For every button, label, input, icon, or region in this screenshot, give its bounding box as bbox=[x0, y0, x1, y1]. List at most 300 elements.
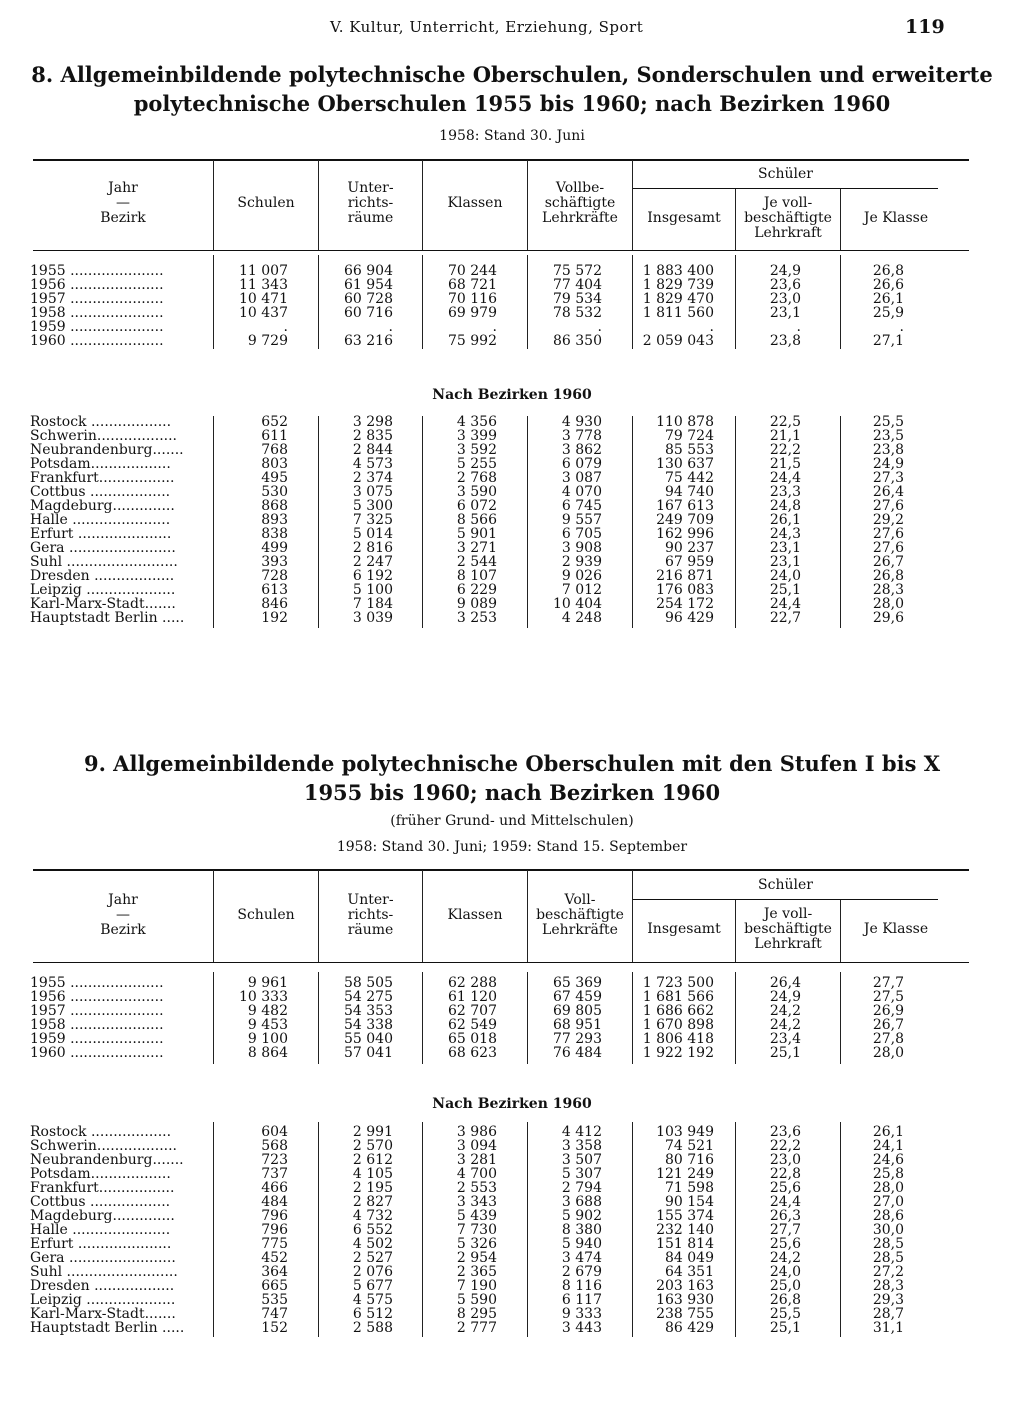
cell-schueler-je-lehrkraft: 24,9 bbox=[769, 989, 801, 1005]
cell-schueler-je-klasse: 29,2 bbox=[872, 512, 904, 528]
cell-klassen: 2 553 bbox=[456, 1180, 497, 1196]
cell-schulen: 9 100 bbox=[247, 1031, 288, 1047]
cell-schulen: 747 bbox=[261, 1306, 288, 1322]
cell-lehrkraefte: 68 951 bbox=[553, 1017, 602, 1033]
table-8-col-schulen: Schulen bbox=[237, 195, 295, 211]
row-label: Hauptstadt Berlin ..... bbox=[30, 1321, 185, 1335]
cell-schueler-je-klasse: 29,3 bbox=[872, 1292, 904, 1308]
cell-schulen: 466 bbox=[261, 1180, 288, 1196]
cell-lehrkraefte: 6 079 bbox=[561, 456, 602, 472]
cell-schueler-je-klasse: 27,1 bbox=[872, 333, 904, 349]
cell-schueler-je-lehrkraft: 23,0 bbox=[769, 1152, 801, 1168]
cell-klassen: 3 592 bbox=[456, 442, 497, 458]
cell-lehrkraefte: 75 572 bbox=[553, 263, 602, 279]
cell-lehrkraefte: 69 805 bbox=[553, 1003, 602, 1019]
row-label: Frankfurt................. bbox=[30, 471, 175, 485]
cell-lehrkraefte: 77 293 bbox=[553, 1031, 602, 1047]
cell-unterrichtsraeume: 55 040 bbox=[344, 1031, 393, 1047]
cell-schueler-je-lehrkraft: 23,0 bbox=[769, 291, 801, 307]
cell-unterrichtsraeume: 60 728 bbox=[344, 291, 393, 307]
cell-schulen: 9 729 bbox=[247, 333, 288, 349]
cell-lehrkraefte: 7 012 bbox=[561, 582, 602, 598]
cell-schueler-je-lehrkraft: 23,6 bbox=[769, 1124, 801, 1140]
cell-schulen: 10 333 bbox=[239, 989, 288, 1005]
cell-schueler-insgesamt: 1 883 400 bbox=[642, 263, 714, 279]
cell-lehrkraefte: 3 778 bbox=[561, 428, 602, 444]
cell-klassen: 5 590 bbox=[456, 1292, 497, 1308]
cell-klassen: . bbox=[492, 319, 497, 335]
cell-unterrichtsraeume: 5 100 bbox=[352, 582, 393, 598]
cell-schulen: 775 bbox=[261, 1236, 288, 1252]
cell-schueler-je-lehrkraft: 23,6 bbox=[769, 277, 801, 293]
table-9-schueler-rule bbox=[633, 899, 938, 900]
cell-schueler-je-klasse: 28,5 bbox=[872, 1236, 904, 1252]
cell-lehrkraefte: 3 507 bbox=[561, 1152, 602, 1168]
row-label: Magdeburg.............. bbox=[30, 499, 175, 513]
cell-lehrkraefte: 3 087 bbox=[561, 470, 602, 486]
cell-schueler-insgesamt: 75 442 bbox=[665, 470, 714, 486]
cell-schulen: 737 bbox=[261, 1166, 288, 1182]
cell-klassen: 4 700 bbox=[456, 1166, 497, 1182]
cell-schueler-je-klasse: 23,5 bbox=[872, 428, 904, 444]
row-label: 1960 ..................... bbox=[30, 334, 164, 348]
row-label: Schwerin.................. bbox=[30, 1139, 178, 1153]
cell-lehrkraefte: 9 333 bbox=[561, 1306, 602, 1322]
table-9-title-line-2: 1955 bis 1960; nach Bezirken 1960 bbox=[303, 780, 721, 805]
cell-schulen: 868 bbox=[261, 498, 288, 514]
cell-klassen: 68 721 bbox=[448, 277, 497, 293]
cell-unterrichtsraeume: 2 374 bbox=[352, 470, 393, 486]
cell-klassen: 9 089 bbox=[456, 596, 497, 612]
cell-lehrkraefte: 3 474 bbox=[561, 1250, 602, 1266]
table-8-title-line-2: polytechnische Oberschulen 1955 bis 1960; nach Bezirken 1960 bbox=[133, 91, 891, 116]
row-label: Erfurt ..................... bbox=[30, 527, 172, 541]
cell-unterrichtsraeume: 54 275 bbox=[344, 989, 393, 1005]
cell-lehrkraefte: 79 534 bbox=[553, 291, 602, 307]
table-9-col-lehrkraefte: Voll- beschäftigte Lehrkräfte bbox=[536, 892, 624, 938]
table-9-stub-header: Jahr — Bezirk bbox=[100, 892, 146, 938]
cell-unterrichtsraeume: 2 844 bbox=[352, 442, 393, 458]
cell-unterrichtsraeume: 4 575 bbox=[352, 1292, 393, 1308]
cell-unterrichtsraeume: 4 502 bbox=[352, 1236, 393, 1252]
cell-schueler-je-lehrkraft: 24,2 bbox=[769, 1003, 801, 1019]
row-label: 1955 ..................... bbox=[30, 264, 164, 278]
cell-schueler-je-klasse: 24,9 bbox=[872, 456, 904, 472]
cell-lehrkraefte: 2 794 bbox=[561, 1180, 602, 1196]
cell-schueler-je-klasse: 28,6 bbox=[872, 1208, 904, 1224]
cell-schulen: 568 bbox=[261, 1138, 288, 1154]
table-9-note: (früher Grund- und Mittelschulen) bbox=[390, 813, 634, 829]
cell-schueler-je-lehrkraft: 23,3 bbox=[769, 484, 801, 500]
cell-schueler-je-klasse: 24,6 bbox=[872, 1152, 904, 1168]
cell-schueler-je-klasse: 28,0 bbox=[872, 596, 904, 612]
table-8-col-raeume: Unter- richts- räume bbox=[347, 180, 394, 226]
row-label: Frankfurt................. bbox=[30, 1181, 175, 1195]
cell-schueler-je-lehrkraft: 24,9 bbox=[769, 263, 801, 279]
cell-unterrichtsraeume: 63 216 bbox=[344, 333, 393, 349]
row-label: Gera ........................ bbox=[30, 541, 176, 555]
cell-schueler-je-lehrkraft: 22,5 bbox=[769, 414, 801, 430]
cell-schueler-insgesamt: 79 724 bbox=[665, 428, 714, 444]
table-8-title bbox=[0, 60, 1024, 118]
cell-schueler-je-klasse: 26,9 bbox=[872, 1003, 904, 1019]
cell-schueler-insgesamt: 96 429 bbox=[665, 610, 714, 626]
row-label: Neubrandenburg....... bbox=[30, 1153, 184, 1167]
cell-unterrichtsraeume: 54 353 bbox=[344, 1003, 393, 1019]
cell-unterrichtsraeume: 4 573 bbox=[352, 456, 393, 472]
cell-schulen: 796 bbox=[261, 1208, 288, 1224]
cell-schueler-je-lehrkraft: 26,1 bbox=[769, 512, 801, 528]
cell-schueler-je-klasse: 26,8 bbox=[872, 263, 904, 279]
cell-schueler-je-lehrkraft: 24,0 bbox=[769, 568, 801, 584]
cell-unterrichtsraeume: 5 677 bbox=[352, 1278, 393, 1294]
cell-schueler-insgesamt: . bbox=[709, 319, 714, 335]
cell-unterrichtsraeume: 2 588 bbox=[352, 1320, 393, 1336]
row-label: Rostock .................. bbox=[30, 415, 172, 429]
cell-lehrkraefte: 5 940 bbox=[561, 1236, 602, 1252]
cell-klassen: 3 094 bbox=[456, 1138, 497, 1154]
row-label: Suhl ......................... bbox=[30, 555, 178, 569]
cell-klassen: 2 365 bbox=[456, 1264, 497, 1280]
row-label: Halle ...................... bbox=[30, 1223, 171, 1237]
cell-schulen: 723 bbox=[261, 1152, 288, 1168]
cell-schulen: 192 bbox=[261, 610, 288, 626]
table-9-col-insgesamt: Insgesamt bbox=[647, 921, 721, 937]
cell-lehrkraefte: 4 070 bbox=[561, 484, 602, 500]
cell-schueler-insgesamt: 84 049 bbox=[665, 1250, 714, 1266]
cell-schueler-je-lehrkraft: 23,1 bbox=[769, 554, 801, 570]
cell-schulen: 535 bbox=[261, 1292, 288, 1308]
cell-schulen: 393 bbox=[261, 554, 288, 570]
cell-schueler-je-klasse: 28,3 bbox=[872, 582, 904, 598]
cell-schueler-je-lehrkraft: 24,4 bbox=[769, 470, 801, 486]
row-label: 1958 ..................... bbox=[30, 306, 164, 320]
table-8-top-rule bbox=[33, 159, 969, 161]
cell-klassen: 4 356 bbox=[456, 414, 497, 430]
cell-klassen: 3 281 bbox=[456, 1152, 497, 1168]
cell-schueler-insgesamt: 203 163 bbox=[656, 1278, 714, 1294]
cell-lehrkraefte: 9 557 bbox=[561, 512, 602, 528]
cell-schueler-je-klasse: 27,8 bbox=[872, 1031, 904, 1047]
cell-schueler-je-lehrkraft: 25,0 bbox=[769, 1278, 801, 1294]
cell-schueler-je-klasse: 28,0 bbox=[872, 1180, 904, 1196]
cell-schulen: 9 961 bbox=[247, 975, 288, 991]
cell-schueler-je-lehrkraft: 25,5 bbox=[769, 1306, 801, 1322]
cell-schueler-je-lehrkraft: 25,6 bbox=[769, 1236, 801, 1252]
row-label: Leipzig .................... bbox=[30, 1293, 176, 1307]
cell-schueler-insgesamt: 216 871 bbox=[656, 568, 714, 584]
cell-klassen: 68 623 bbox=[448, 1045, 497, 1061]
cell-schueler-insgesamt: 1 723 500 bbox=[642, 975, 714, 991]
cell-schueler-insgesamt: 74 521 bbox=[665, 1138, 714, 1154]
cell-klassen: 69 979 bbox=[448, 305, 497, 321]
table-8-col-lehrkraefte: Vollbe- schäftigte Lehrkräfte bbox=[542, 180, 618, 226]
cell-schulen: 665 bbox=[261, 1278, 288, 1294]
cell-unterrichtsraeume: 6 552 bbox=[352, 1222, 393, 1238]
cell-klassen: 70 244 bbox=[448, 263, 497, 279]
cell-lehrkraefte: 86 350 bbox=[553, 333, 602, 349]
table-8-header-rule bbox=[33, 250, 969, 251]
cell-schueler-insgesamt: 163 930 bbox=[656, 1292, 714, 1308]
cell-schueler-je-lehrkraft: 26,8 bbox=[769, 1292, 801, 1308]
cell-lehrkraefte: 9 026 bbox=[561, 568, 602, 584]
cell-klassen: 3 343 bbox=[456, 1194, 497, 1210]
cell-klassen: 5 255 bbox=[456, 456, 497, 472]
table-9-col-je-klasse: Je Klasse bbox=[863, 921, 929, 937]
row-label: Halle ...................... bbox=[30, 513, 171, 527]
cell-schueler-insgesamt: 238 755 bbox=[656, 1306, 714, 1322]
table-8-col-je-klasse: Je Klasse bbox=[863, 210, 929, 226]
row-label: 1959 ..................... bbox=[30, 1032, 164, 1046]
cell-schueler-je-klasse: 26,7 bbox=[872, 1017, 904, 1033]
cell-unterrichtsraeume: 61 954 bbox=[344, 277, 393, 293]
cell-lehrkraefte: 4 930 bbox=[561, 414, 602, 430]
cell-schueler-insgesamt: 1 922 192 bbox=[642, 1045, 714, 1061]
table-8-col-je-lehrkraft: Je voll- beschäftigte Lehrkraft bbox=[744, 195, 832, 241]
table-9-section-label: Nach Bezirken 1960 bbox=[432, 1096, 592, 1112]
cell-schulen: 8 864 bbox=[247, 1045, 288, 1061]
table-9-col-schueler: Schüler bbox=[758, 877, 813, 893]
cell-lehrkraefte: 3 862 bbox=[561, 442, 602, 458]
cell-lehrkraefte: 8 380 bbox=[561, 1222, 602, 1238]
cell-lehrkraefte: 65 369 bbox=[553, 975, 602, 991]
cell-unterrichtsraeume: 2 076 bbox=[352, 1264, 393, 1280]
table-9-col-schulen: Schulen bbox=[237, 907, 295, 923]
row-label: 1956 ..................... bbox=[30, 278, 164, 292]
cell-schulen: 613 bbox=[261, 582, 288, 598]
cell-unterrichtsraeume: 3 039 bbox=[352, 610, 393, 626]
table-8-col-insgesamt: Insgesamt bbox=[647, 210, 721, 226]
cell-klassen: 62 549 bbox=[448, 1017, 497, 1033]
table-8-col-klassen: Klassen bbox=[447, 195, 503, 211]
cell-klassen: 5 439 bbox=[456, 1208, 497, 1224]
row-label: Erfurt ..................... bbox=[30, 1237, 172, 1251]
table-8-stub-header: Jahr — Bezirk bbox=[100, 180, 146, 226]
cell-lehrkraefte: 5 902 bbox=[561, 1208, 602, 1224]
table-9-top-rule bbox=[33, 869, 969, 871]
cell-schueler-je-klasse: 24,1 bbox=[872, 1138, 904, 1154]
cell-unterrichtsraeume: 7 325 bbox=[352, 512, 393, 528]
cell-klassen: 7 190 bbox=[456, 1278, 497, 1294]
cell-lehrkraefte: 2 939 bbox=[561, 554, 602, 570]
cell-lehrkraefte: 3 688 bbox=[561, 1194, 602, 1210]
cell-schueler-je-klasse: 26,6 bbox=[872, 277, 904, 293]
cell-unterrichtsraeume: 5 014 bbox=[352, 526, 393, 542]
table-9-title-line-1: 9. Allgemeinbildende polytechnische Oberschulen mit den Stufen I bis X bbox=[83, 751, 941, 776]
table-9-header-rule bbox=[33, 962, 969, 963]
cell-klassen: 7 730 bbox=[456, 1222, 497, 1238]
cell-schueler-je-klasse: 28,5 bbox=[872, 1250, 904, 1266]
cell-schueler-insgesamt: 90 237 bbox=[665, 540, 714, 556]
row-label: 1957 ..................... bbox=[30, 292, 164, 306]
cell-unterrichtsraeume: 7 184 bbox=[352, 596, 393, 612]
cell-schueler-je-lehrkraft: 22,2 bbox=[769, 442, 801, 458]
cell-schueler-je-klasse: 26,7 bbox=[872, 554, 904, 570]
cell-klassen: 3 590 bbox=[456, 484, 497, 500]
cell-schueler-insgesamt: 67 959 bbox=[665, 554, 714, 570]
cell-schulen: 452 bbox=[261, 1250, 288, 1266]
cell-schueler-je-lehrkraft: 23,8 bbox=[769, 333, 801, 349]
cell-klassen: 6 072 bbox=[456, 498, 497, 514]
cell-schulen: 10 471 bbox=[239, 291, 288, 307]
cell-lehrkraefte: 67 459 bbox=[553, 989, 602, 1005]
cell-schueler-insgesamt: 103 949 bbox=[656, 1124, 714, 1140]
cell-schueler-insgesamt: 155 374 bbox=[656, 1208, 714, 1224]
cell-schueler-insgesamt: 94 740 bbox=[665, 484, 714, 500]
cell-unterrichtsraeume: 66 904 bbox=[344, 263, 393, 279]
cell-schueler-insgesamt: 110 878 bbox=[656, 414, 714, 430]
cell-schueler-insgesamt: 1 681 566 bbox=[642, 989, 714, 1005]
cell-schueler-insgesamt: 64 351 bbox=[665, 1264, 714, 1280]
row-label: Schwerin.................. bbox=[30, 429, 178, 443]
cell-schueler-je-lehrkraft: 22,8 bbox=[769, 1166, 801, 1182]
cell-schueler-je-lehrkraft: 24,4 bbox=[769, 1194, 801, 1210]
cell-lehrkraefte: 10 404 bbox=[553, 596, 602, 612]
table-9-col-klassen: Klassen bbox=[447, 907, 503, 923]
cell-schueler-je-lehrkraft: 25,1 bbox=[769, 1320, 801, 1336]
row-label: Potsdam.................. bbox=[30, 1167, 171, 1181]
page-number: 119 bbox=[905, 16, 945, 38]
cell-schueler-je-lehrkraft: 25,1 bbox=[769, 1045, 801, 1061]
cell-klassen: 3 986 bbox=[456, 1124, 497, 1140]
cell-schueler-je-lehrkraft: 23,4 bbox=[769, 1031, 801, 1047]
row-label: 1960 ..................... bbox=[30, 1046, 164, 1060]
cell-schueler-insgesamt: 254 172 bbox=[656, 596, 714, 612]
cell-schulen: . bbox=[283, 319, 288, 335]
cell-schueler-je-klasse: 28,7 bbox=[872, 1306, 904, 1322]
cell-schueler-insgesamt: 86 429 bbox=[665, 1320, 714, 1336]
cell-schueler-je-klasse: 26,1 bbox=[872, 1124, 904, 1140]
row-label: 1955 ..................... bbox=[30, 976, 164, 990]
cell-schueler-je-lehrkraft: 25,6 bbox=[769, 1180, 801, 1196]
cell-schueler-insgesamt: 1 829 470 bbox=[642, 291, 714, 307]
cell-schueler-je-klasse: 29,6 bbox=[872, 610, 904, 626]
row-label: Potsdam.................. bbox=[30, 457, 171, 471]
cell-lehrkraefte: 6 745 bbox=[561, 498, 602, 514]
cell-schulen: 838 bbox=[261, 526, 288, 542]
cell-schueler-insgesamt: 1 686 662 bbox=[642, 1003, 714, 1019]
cell-schueler-je-klasse: 27,3 bbox=[872, 470, 904, 486]
cell-klassen: 75 992 bbox=[448, 333, 497, 349]
cell-schulen: 10 437 bbox=[239, 305, 288, 321]
cell-schueler-je-lehrkraft: 24,4 bbox=[769, 596, 801, 612]
cell-unterrichtsraeume: 2 835 bbox=[352, 428, 393, 444]
cell-schueler-je-klasse: . bbox=[899, 319, 904, 335]
cell-schulen: 846 bbox=[261, 596, 288, 612]
cell-klassen: 5 901 bbox=[456, 526, 497, 542]
cell-klassen: 5 326 bbox=[456, 1236, 497, 1252]
cell-schueler-je-lehrkraft: 24,8 bbox=[769, 498, 801, 514]
cell-unterrichtsraeume: 4 732 bbox=[352, 1208, 393, 1224]
cell-schulen: 728 bbox=[261, 568, 288, 584]
cell-klassen: 70 116 bbox=[448, 291, 497, 307]
cell-lehrkraefte: 8 116 bbox=[561, 1278, 602, 1294]
row-label: Rostock .................. bbox=[30, 1125, 172, 1139]
row-label: 1956 ..................... bbox=[30, 990, 164, 1004]
cell-schulen: 499 bbox=[261, 540, 288, 556]
cell-klassen: 2 768 bbox=[456, 470, 497, 486]
cell-schulen: 484 bbox=[261, 1194, 288, 1210]
cell-schueler-je-lehrkraft: 26,3 bbox=[769, 1208, 801, 1224]
cell-schulen: 152 bbox=[261, 1320, 288, 1336]
cell-schueler-insgesamt: 1 811 560 bbox=[642, 305, 714, 321]
cell-unterrichtsraeume: 6 192 bbox=[352, 568, 393, 584]
cell-unterrichtsraeume: 3 298 bbox=[352, 414, 393, 430]
row-label: Neubrandenburg....... bbox=[30, 443, 184, 457]
cell-schueler-je-lehrkraft: 21,1 bbox=[769, 428, 801, 444]
row-label: Magdeburg.............. bbox=[30, 1209, 175, 1223]
cell-schulen: 364 bbox=[261, 1264, 288, 1280]
cell-schueler-je-klasse: 31,1 bbox=[872, 1320, 904, 1336]
cell-lehrkraefte: 4 412 bbox=[561, 1124, 602, 1140]
cell-schueler-je-klasse: 26,1 bbox=[872, 291, 904, 307]
cell-lehrkraefte: 78 532 bbox=[553, 305, 602, 321]
cell-schueler-insgesamt: 85 553 bbox=[665, 442, 714, 458]
cell-lehrkraefte: 3 358 bbox=[561, 1138, 602, 1154]
cell-klassen: 2 544 bbox=[456, 554, 497, 570]
cell-schueler-je-lehrkraft: . bbox=[796, 319, 801, 335]
cell-schueler-je-klasse: 27,2 bbox=[872, 1264, 904, 1280]
cell-unterrichtsraeume: 5 300 bbox=[352, 498, 393, 514]
row-label: 1957 ..................... bbox=[30, 1004, 164, 1018]
cell-schueler-je-klasse: 26,8 bbox=[872, 568, 904, 584]
cell-schueler-je-lehrkraft: 24,2 bbox=[769, 1017, 801, 1033]
row-label: Cottbus .................. bbox=[30, 1195, 171, 1209]
cell-unterrichtsraeume: 2 247 bbox=[352, 554, 393, 570]
cell-klassen: 3 399 bbox=[456, 428, 497, 444]
cell-unterrichtsraeume: 54 338 bbox=[344, 1017, 393, 1033]
table-8-schueler-rule bbox=[633, 188, 938, 189]
cell-schueler-je-klasse: 30,0 bbox=[872, 1222, 904, 1238]
cell-unterrichtsraeume: 4 105 bbox=[352, 1166, 393, 1182]
table-9-title bbox=[0, 749, 1024, 807]
cell-lehrkraefte: 5 307 bbox=[561, 1166, 602, 1182]
table-9-col-raeume: Unter- richts- räume bbox=[347, 892, 394, 938]
cell-schueler-insgesamt: 121 249 bbox=[656, 1166, 714, 1182]
cell-schueler-je-klasse: 27,6 bbox=[872, 540, 904, 556]
cell-schueler-insgesamt: 151 814 bbox=[656, 1236, 714, 1252]
cell-schueler-je-klasse: 27,6 bbox=[872, 498, 904, 514]
cell-schulen: 803 bbox=[261, 456, 288, 472]
row-label: 1959 ..................... bbox=[30, 320, 164, 334]
cell-schueler-je-klasse: 25,8 bbox=[872, 1166, 904, 1182]
cell-schueler-insgesamt: 71 598 bbox=[665, 1180, 714, 1196]
cell-klassen: 61 120 bbox=[448, 989, 497, 1005]
cell-schueler-je-klasse: 28,0 bbox=[872, 1045, 904, 1061]
cell-schueler-je-klasse: 27,0 bbox=[872, 1194, 904, 1210]
row-label: Cottbus .................. bbox=[30, 485, 171, 499]
cell-schueler-je-klasse: 23,8 bbox=[872, 442, 904, 458]
cell-schulen: 893 bbox=[261, 512, 288, 528]
cell-schueler-insgesamt: 1 829 739 bbox=[642, 277, 714, 293]
cell-unterrichtsraeume: 2 827 bbox=[352, 1194, 393, 1210]
cell-lehrkraefte: 2 679 bbox=[561, 1264, 602, 1280]
cell-schulen: 495 bbox=[261, 470, 288, 486]
cell-lehrkraefte: 6 705 bbox=[561, 526, 602, 542]
cell-klassen: 2 777 bbox=[456, 1320, 497, 1336]
cell-schueler-je-klasse: 26,4 bbox=[872, 484, 904, 500]
table-8-title-line-1: 8. Allgemeinbildende polytechnische Oberschulen, Sonderschulen und erweiterte bbox=[31, 62, 993, 87]
cell-klassen: 65 018 bbox=[448, 1031, 497, 1047]
cell-schulen: 9 482 bbox=[247, 1003, 288, 1019]
row-label: Leipzig .................... bbox=[30, 583, 176, 597]
cell-schueler-je-lehrkraft: 24,2 bbox=[769, 1250, 801, 1266]
cell-lehrkraefte: 6 117 bbox=[561, 1292, 602, 1308]
row-label: Hauptstadt Berlin ..... bbox=[30, 611, 185, 625]
cell-lehrkraefte: 76 484 bbox=[553, 1045, 602, 1061]
cell-unterrichtsraeume: . bbox=[388, 319, 393, 335]
cell-schueler-je-klasse: 25,9 bbox=[872, 305, 904, 321]
